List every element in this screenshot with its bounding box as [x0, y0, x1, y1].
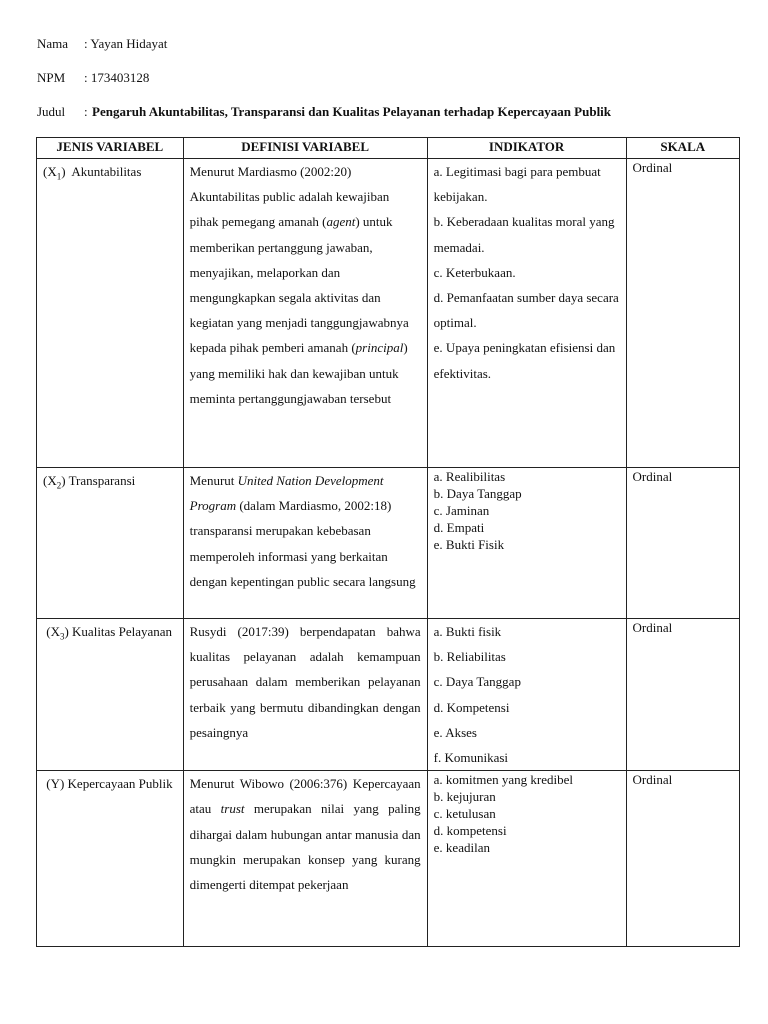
indikator-item: b. Daya Tanggap — [433, 486, 522, 501]
table-row — [37, 468, 740, 619]
indikator-item: c. Jaminan — [433, 503, 490, 518]
definisi-cell — [183, 468, 427, 619]
table-row — [37, 619, 740, 771]
nama-line — [37, 36, 167, 52]
judul-value: Pengaruh Akuntabilitas, Transparansi dan Kualitas Pelayanan terhadap Kepercayaan Publik — [92, 104, 612, 119]
indikator-item: e. Akses — [433, 724, 477, 740]
jenis-variabel-cell — [37, 468, 184, 619]
variable-table — [36, 137, 740, 947]
indikator-item: d. Empati — [433, 520, 485, 535]
skala-cell: Ordinal — [626, 771, 740, 947]
judul-colon: : — [84, 104, 88, 119]
indikator-item: e. Upaya peningkatan efisiensi dan efektivitas. — [433, 340, 616, 381]
jenis-variabel-cell — [37, 159, 184, 468]
jenis-variabel-cell — [37, 771, 184, 947]
judul-label: Judul — [37, 104, 66, 119]
definisi-text: Menurut Wibowo (2006:376) Kepercayaan atau — [189, 776, 421, 817]
jenis-text: ) Kualitas Pelayanan — [64, 624, 173, 639]
jenis-text: (X — [43, 473, 57, 488]
indikator-cell — [427, 159, 626, 468]
skala-cell: Ordinal — [626, 619, 740, 771]
indikator-item: c. ketulusan — [433, 806, 496, 822]
table-row — [37, 771, 740, 947]
indikator-item: d. Kompetensi — [433, 699, 510, 715]
indikator-item: a. Bukti fisik — [433, 624, 502, 639]
indikator-item: a. Realibilitas — [433, 469, 506, 484]
indikator-item: b. Keberadaan kualitas moral yang memadai. — [433, 214, 615, 255]
jenis-subscript: 1 — [56, 171, 62, 182]
nama-label: Nama — [37, 36, 69, 51]
jenis-subscript: 2 — [56, 480, 62, 491]
indikator-item: a. komitmen yang kredibel — [433, 772, 574, 788]
table-row — [37, 159, 740, 468]
definisi-italic: United Nation Development Program — [189, 473, 384, 514]
header-jenis-variabel: JENIS VARIABEL — [37, 138, 184, 159]
definisi-italic: principal — [355, 340, 404, 356]
indikator-item: a. Legitimasi bagi para pembuat kebijakan. — [433, 164, 601, 205]
indikator-item: d. kompetensi — [433, 823, 507, 839]
npm-label: NPM — [37, 70, 66, 85]
judul-line — [37, 104, 611, 120]
header-definisi-variabel: DEFINISI VARIABEL — [183, 138, 427, 159]
definisi-text: ) yang memiliki hak dan kewajiban untuk meminta pertanggungjawaban tersebut — [189, 340, 408, 406]
jenis-text: ) Transparansi — [61, 473, 136, 488]
jenis-subscript: 3 — [59, 631, 65, 642]
indikator-cell — [427, 619, 626, 771]
indikator-cell — [427, 771, 626, 947]
indikator-item: e. keadilan — [433, 840, 490, 856]
definisi-text: Menurut Mardiasmo (2002:20) Akuntabilitas public adalah kewajiban pihak pemegang amanah ( — [189, 164, 390, 230]
nama-value: : Yayan Hidayat — [84, 36, 168, 51]
indikator-item: c. Daya Tanggap — [433, 674, 521, 690]
indikator-cell — [427, 468, 626, 619]
jenis-variabel-cell — [37, 619, 184, 771]
indikator-item: d. Pemanfaatan sumber daya secara optimal. — [433, 290, 619, 331]
header-indikator: INDIKATOR — [427, 138, 626, 159]
definisi-italic: agent — [326, 214, 356, 230]
header-skala: SKALA — [626, 138, 740, 159]
jenis-text: (X — [43, 624, 60, 639]
definisi-text: Menurut — [189, 473, 238, 488]
indikator-item: b. kejujuran — [433, 789, 496, 805]
definisi-cell — [183, 159, 427, 468]
indikator-item: b. Reliabilitas — [433, 649, 506, 665]
definisi-text: merupakan nilai yang paling dihargai dalam hubungan antar manusia dan mungkin merupakan konsep yang kurang dimengerti ditempat pekerjaan — [189, 801, 421, 893]
jenis-text: (X — [43, 164, 57, 179]
indikator-item: c. Keterbukaan. — [433, 264, 516, 280]
jenis-text: ) Akuntabilitas — [61, 164, 142, 179]
npm-value: : 173403128 — [84, 70, 150, 85]
definisi-italic: trust — [220, 801, 245, 817]
jenis-text: (Y) Kepercayaan Publik — [43, 776, 173, 792]
table-header-row — [37, 138, 740, 159]
definisi-text: ) untuk memberikan pertanggung jawaban, menyajikan, melaporkan dan mengungkapkan segala aktivitas dan kegiatan yang menjadi tanggungjawabnya kepada pihak pemberi amanah ( — [189, 214, 409, 356]
indikator-item: e. Bukti Fisik — [433, 537, 505, 552]
skala-cell: Ordinal — [626, 468, 740, 619]
definisi-text: (dalam Mardiasmo, 2002:18) transparansi merupakan kebebasan memperoleh informasi yang berkaitan dengan kepentingan public secara langsung — [189, 498, 416, 589]
indikator-item: f. Komunikasi — [433, 750, 509, 766]
npm-line — [37, 70, 149, 86]
definisi-cell: Rusydi (2017:39) berpendapatan bahwa kualitas pelayanan adalah kemampuan perusahaan dalam memberikan pelayanan terbaik yang bermutu dibandingkan dengan pesaingnya — [183, 619, 427, 771]
definisi-cell — [183, 771, 427, 947]
skala-cell: Ordinal — [626, 159, 740, 468]
